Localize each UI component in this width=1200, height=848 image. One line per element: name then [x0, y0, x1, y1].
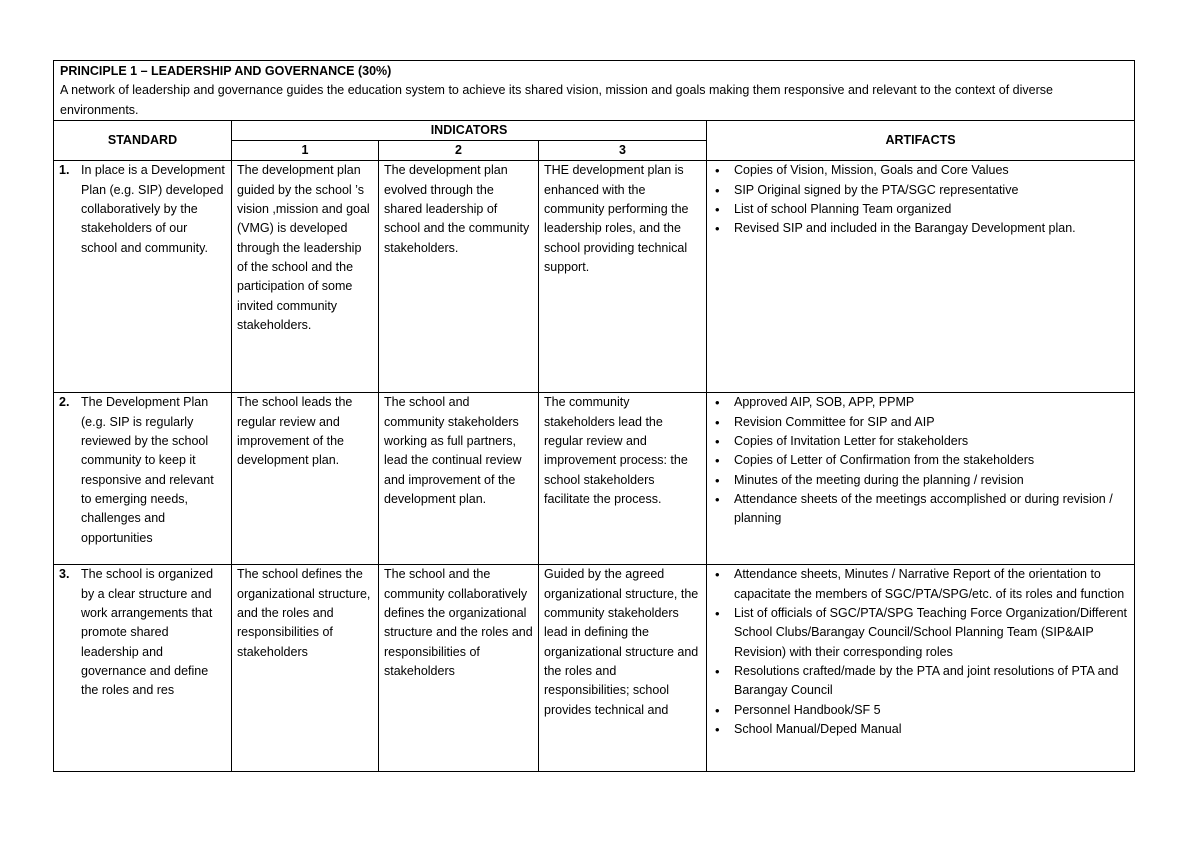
artifacts-list — [712, 565, 1129, 739]
artifact-item: • Personnel Handbook/SF 5 — [712, 701, 1129, 720]
indicator-2-cell: The school and the community collaboratively defines the organizational structure and the roles and responsibilities of stakeholders — [379, 565, 539, 772]
row-number: 3. — [59, 567, 70, 582]
standard-cell — [54, 393, 232, 565]
artifact-item: • Revision Committee for SIP and AIP — [712, 413, 1129, 432]
artifacts-list — [712, 393, 1129, 528]
indicator-1-header: 1 — [232, 141, 379, 161]
table-row — [54, 565, 1135, 772]
artifact-item: • School Manual/Deped Manual — [712, 720, 1129, 739]
artifact-item: • Attendance sheets of the meetings accomplished or during revision / planning — [712, 490, 1129, 529]
table-row — [54, 393, 1135, 565]
artifacts-cell — [707, 565, 1135, 772]
artifacts-cell — [707, 161, 1135, 393]
row-number: 2. — [59, 395, 70, 410]
indicator-1-cell: The school defines the organizational structure, and the roles and responsibilities of stakeholders — [232, 565, 379, 772]
table-row — [54, 161, 1135, 393]
artifact-item: • Copies of Letter of Confirmation from the stakeholders — [712, 451, 1129, 470]
indicator-2-header: 2 — [379, 141, 539, 161]
artifact-item: • List of school Planning Team organized — [712, 200, 1129, 219]
standard-cell — [54, 565, 232, 772]
standard-text: The Development Plan (e.g. SIP is regularly reviewed by the school community to keep it responsive and relevant to emerging needs, challenges and opportunities — [81, 395, 214, 545]
artifact-item: • Revised SIP and included in the Barangay Development plan. — [712, 219, 1129, 238]
indicator-3-cell: The community stakeholders lead the regular review and improvement process: the school stakeholders facilitate the process. — [539, 393, 707, 565]
indicator-3-cell: THE development plan is enhanced with the community performing the leadership roles, and the school providing technical support. — [539, 161, 707, 393]
artifacts-list — [712, 161, 1129, 238]
standard-text: The school is organized by a clear structure and work arrangements that promote shared leadership and governance and define the roles and res — [81, 567, 214, 698]
indicator-2-cell: The school and community stakeholders working as full partners, lead the continual review and improvement of the development plan. — [379, 393, 539, 565]
standard-cell — [54, 161, 232, 393]
indicator-1-cell: The school leads the regular review and improvement of the development plan. — [232, 393, 379, 565]
artifact-item: • SIP Original signed by the PTA/SGC representative — [712, 181, 1129, 200]
rubric-table — [53, 60, 1135, 772]
artifacts-cell — [707, 393, 1135, 565]
principle-description: A network of leadership and governance guides the education system to achieve its shared vision, mission and goals making them responsive and relevant to the context of diverse environments. — [60, 83, 1053, 117]
principle-header — [54, 61, 1135, 121]
artifact-item: • Resolutions crafted/made by the PTA and joint resolutions of PTA and Barangay Council — [712, 662, 1129, 701]
artifact-item: • List of officials of SGC/PTA/SPG Teaching Force Organization/Different School Clubs/Barangay Council/School Planning Team (SIP&AIP Revision) with their corresponding roles — [712, 604, 1129, 662]
artifact-item: • Copies of Vision, Mission, Goals and Core Values — [712, 161, 1129, 180]
artifact-item: • Minutes of the meeting during the planning / revision — [712, 471, 1129, 490]
indicator-3-header: 3 — [539, 141, 707, 161]
indicators-column-header: INDICATORS — [232, 120, 707, 140]
indicator-2-cell: The development plan evolved through the shared leadership of school and the community stakeholders. — [379, 161, 539, 393]
artifact-item: • Attendance sheets, Minutes / Narrative Report of the orientation to capacitate the members of SGC/PTA/SPG/etc. of its roles and function — [712, 565, 1129, 604]
standard-text: In place is a Development Plan (e.g. SIP) developed collaboratively by the stakeholders of our school and community. — [81, 163, 225, 255]
standard-column-header: STANDARD — [54, 120, 232, 161]
artifact-item: • Approved AIP, SOB, APP, PPMP — [712, 393, 1129, 412]
artifact-item: • Copies of Invitation Letter for stakeholders — [712, 432, 1129, 451]
principle-title: PRINCIPLE 1 – LEADERSHIP AND GOVERNANCE (30%) — [60, 64, 392, 78]
artifacts-column-header: ARTIFACTS — [707, 120, 1135, 161]
indicator-3-cell: Guided by the agreed organizational structure, the community stakeholders lead in defining the organizational structure and the roles and responsibilities; school provides technical and — [539, 565, 707, 772]
indicator-1-cell: The development plan guided by the school ’s vision ,mission and goal (VMG) is developed through the leadership of the school and the participation of some invited community stakeholders. — [232, 161, 379, 393]
row-number: 1. — [59, 163, 70, 178]
